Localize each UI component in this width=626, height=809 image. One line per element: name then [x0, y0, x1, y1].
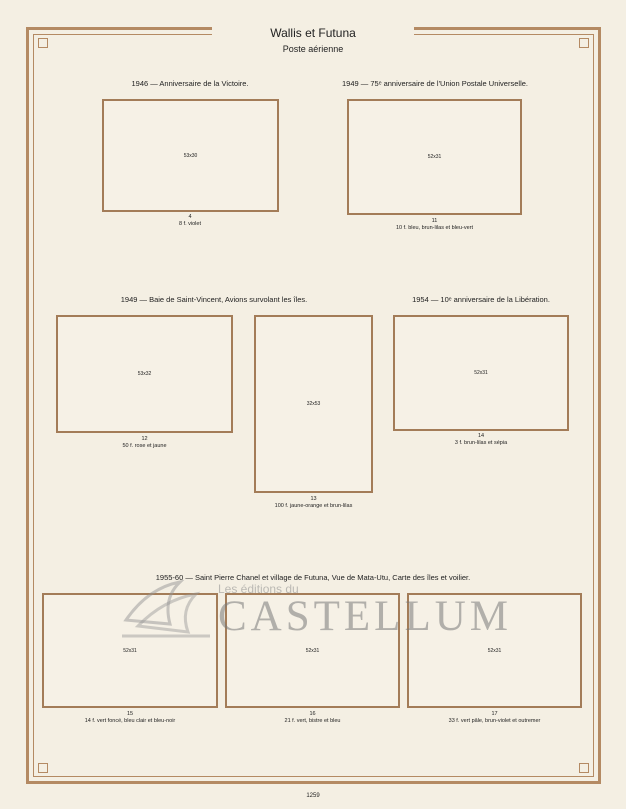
stamp-number: 13	[310, 496, 317, 502]
stamp-slot	[393, 315, 569, 431]
watermark-brand: CASTELLUM	[218, 593, 512, 640]
stamp-caption	[101, 214, 279, 228]
stamp-slot	[225, 593, 400, 708]
section-heading-1946: 1946 — Anniversaire de la Victoire.	[131, 79, 249, 88]
section-heading-1949-upu: 1949 — 75ᵉ anniversaire de l'Union Postale Universelle.	[342, 79, 528, 88]
stamp-number: 14	[477, 433, 485, 439]
stamp-slot	[407, 593, 582, 708]
frame-corner	[38, 763, 48, 773]
page-subtitle: Poste aérienne	[282, 44, 344, 54]
stamp-description: 33 f. vert pâle, brun-violet et outremer	[448, 718, 541, 724]
stamp-number: 16	[309, 711, 316, 717]
stamp-description: 14 f. vert foncé, bleu clair et bleu-noir	[84, 718, 176, 724]
stamp-number: 11	[431, 218, 438, 224]
watermark-small-text: Les éditions du	[218, 582, 299, 596]
stamp-description: 50 f. rose et jaune	[122, 443, 167, 449]
stamp-description: 10 f. bleu, brun-lilas et bleu-vert	[395, 225, 474, 231]
page-number: 1259	[306, 793, 320, 799]
stamp-description: 8 f. violet	[178, 221, 201, 227]
stamp-size-label: 52x31	[487, 647, 502, 654]
stamp-caption	[41, 711, 219, 725]
stamp-caption	[233, 496, 394, 510]
stamp-caption	[55, 436, 234, 450]
stamp-number: 4	[188, 214, 192, 220]
stamp-number: 12	[141, 436, 148, 442]
stamp-size-label: 52x31	[474, 370, 488, 376]
stamp-slot	[102, 99, 279, 212]
stamp-size-label: 32x53	[306, 401, 321, 407]
stamp-number: 17	[491, 711, 498, 717]
section-heading-1954: 1954 — 10ᵉ anniversaire de la Libération.	[412, 295, 550, 304]
frame-corner	[579, 763, 589, 773]
section-heading-1955-60: 1955-60 — Saint Pierre Chanel et village de Futuna, Vue de Mata-Utu, Carte des îles et voilier.	[155, 573, 471, 582]
stamp-slot	[42, 593, 218, 708]
stamp-caption	[406, 711, 583, 725]
stamp-slot	[56, 315, 233, 433]
stamp-number: 15	[126, 711, 134, 717]
stamp-description: 100 f. jaune-orange et brun-lilas	[274, 503, 353, 509]
stamp-caption	[392, 433, 570, 447]
stamp-slot	[347, 99, 522, 215]
stamp-description: 3 f. brun-lilas et sépia	[454, 440, 508, 446]
stamp-caption	[346, 218, 523, 232]
stamp-slot	[254, 315, 373, 493]
country-title: Wallis et Futuna	[270, 26, 356, 40]
stamp-size-label: 52x31	[427, 154, 442, 160]
stamp-size-label: 53x32	[137, 371, 152, 377]
stamp-caption	[224, 711, 401, 725]
section-heading-1949-baie: 1949 — Baie de Saint-Vincent, Avions survolant les îles.	[120, 295, 308, 304]
stamp-size-label: 52x31	[305, 647, 320, 654]
stamp-description: 21 f. vert, bistre et bleu	[284, 718, 341, 724]
stamp-size-label: 53x30	[183, 152, 198, 159]
stamp-size-label: 52x31	[123, 647, 137, 654]
